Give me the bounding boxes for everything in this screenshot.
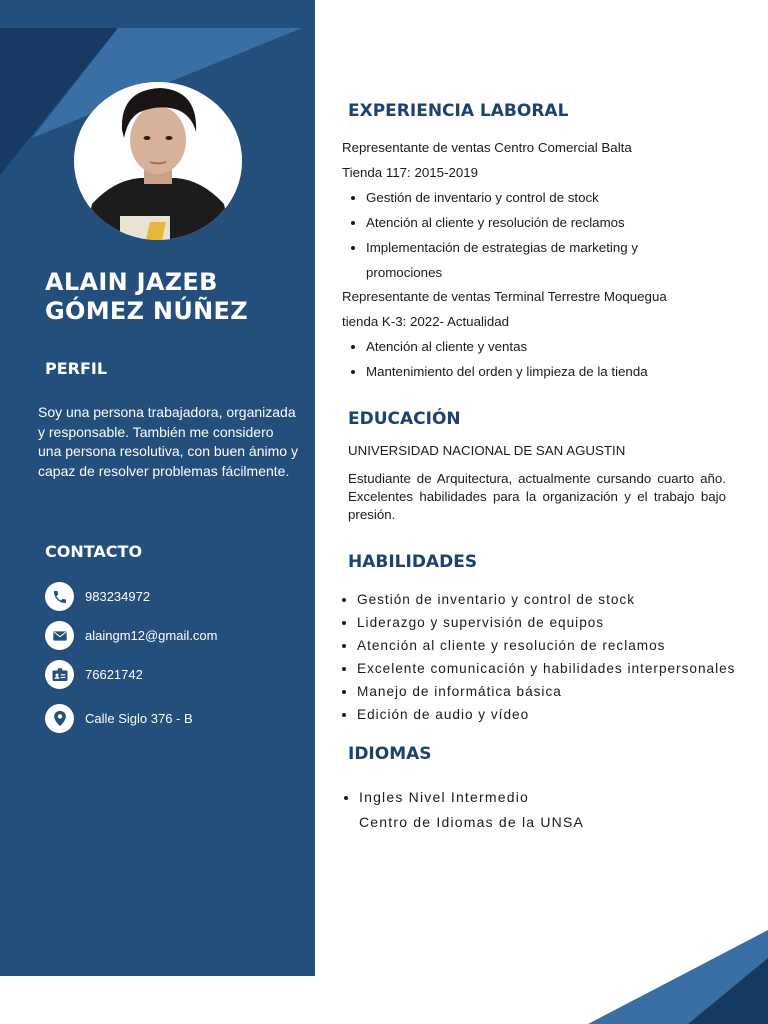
name-line-2: GÓMEZ NÚÑEZ (45, 297, 248, 325)
list-item: • Manejo de informática básica (357, 681, 735, 704)
person-name (45, 268, 248, 326)
phone-icon (45, 582, 74, 611)
education-institution: UNIVERSIDAD NACIONAL DE SAN AGUSTIN (348, 443, 626, 458)
job2-dates: tienda K-3: 2022- Actualidad (342, 314, 510, 330)
list-item: • Gestión de inventario y control de stock (366, 186, 742, 211)
job1-bullets (342, 186, 742, 286)
languages-list (340, 785, 584, 835)
sidebar (0, 0, 315, 976)
list-item: • Implementación de estrategias de marketing y promociones (366, 236, 666, 286)
job2-bullets (342, 335, 742, 385)
name-line-1: ALAIN JAZEB (45, 268, 218, 296)
contact-phone (45, 582, 150, 611)
list-item: • Atención al cliente y resolución de reclamos (366, 211, 742, 236)
idiomas-heading: IDIOMAS (348, 744, 432, 764)
contacto-heading: CONTACTO (45, 542, 143, 561)
habilidades-heading: HABILIDADES (348, 552, 478, 572)
list-item: • Gestión de inventario y control de stock (357, 589, 735, 612)
language-level: • Ingles Nivel Intermedio (359, 789, 529, 805)
contact-email (45, 621, 217, 650)
id-card-icon (45, 660, 74, 689)
language-institution: Centro de Idiomas de la UNSA (359, 814, 585, 830)
phone-text[interactable]: 983234972 (85, 589, 151, 604)
perfil-text: Soy una persona trabajadora, organizada y responsable. También me considero una persona resolutiva, con buen ánimo y capaz de resolver problemas fácilmente. (38, 404, 298, 479)
perfil-heading: PERFIL (45, 359, 108, 378)
job1-title: Representante de ventas Centro Comercial Balta (342, 140, 632, 155)
list-item: • Liderazgo y supervisión de equipos (357, 612, 735, 635)
education-description: Estudiante de Arquitectura, actualmente cursando cuarto año. Excelentes habilidades para la organización y el trabajo bajo presión. (348, 471, 726, 522)
list-item: • Mantenimiento del orden y limpieza de la tienda (366, 360, 742, 385)
id-text: 76621742 (85, 667, 143, 682)
job2-title: Representante de ventas Terminal Terrestre Moquegua (342, 289, 667, 305)
address-text: Calle Siglo 376 - B (85, 711, 193, 726)
location-pin-icon (45, 704, 74, 733)
profile-photo (74, 82, 242, 240)
list-item (359, 785, 584, 835)
educacion-heading: EDUCACIÓN (348, 409, 461, 429)
email-icon (45, 621, 74, 650)
contact-address (45, 704, 193, 733)
job1-dates: Tienda 117: 2015-2019 (342, 164, 479, 180)
list-item: • Edición de audio y vídeo (357, 704, 735, 727)
list-item: • Atención al cliente y ventas (366, 335, 742, 360)
list-item: • Excelente comunicación y habilidades interpersonales (357, 658, 735, 681)
experiencia-section (342, 136, 742, 385)
skills-list (340, 589, 735, 726)
email-text[interactable]: alaingm12@gmail.com (85, 628, 218, 643)
contact-id (45, 660, 143, 689)
list-item: • Atención al cliente y resolución de reclamos (357, 635, 735, 658)
experiencia-heading: EXPERIENCIA LABORAL (348, 101, 569, 121)
